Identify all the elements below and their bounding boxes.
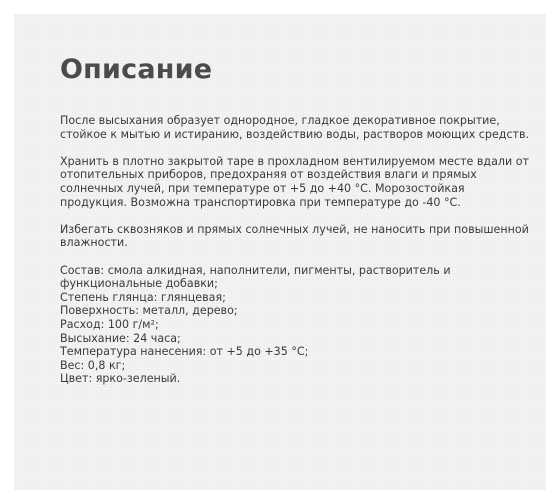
description-panel: [14, 14, 546, 490]
paragraph-application-conditions: Избегать сквозняков и прямых солнечных лучей, не наносить при повышенной влажности.: [60, 222, 529, 250]
section-title: Описание: [60, 54, 213, 85]
paragraph-storage: Хранить в плотно закрытой таре в прохладном вентилируемом месте вдали от отопительных приборов, предохраняя от воздействия влаги и прямых солнечных лучей, при температуре от +5 до +40 °C. Морозостойкая продукция. Возможна транспортировка при температуре до -40 °C.: [60, 154, 529, 209]
spec-composition: Состав: смола алкидная, наполнители, пигменты, растворитель и функциональные добавки;: [60, 263, 451, 291]
specs-list: [60, 264, 530, 386]
description-body: [60, 114, 530, 386]
spec-application-temperature: Температура нанесения: от +5 до +35 °C;: [60, 345, 309, 359]
spec-drying: Высыхание: 24 часа;: [60, 331, 181, 345]
spec-color: Цвет: ярко-зеленый.: [60, 372, 181, 386]
spec-weight: Вес: 0,8 кг;: [60, 358, 126, 372]
spec-consumption: Расход: 100 г/м²;: [60, 317, 159, 331]
spec-gloss: Степень глянца: глянцевая;: [60, 290, 226, 304]
spec-surface: Поверхность: металл, дерево;: [60, 304, 238, 318]
paragraph-coating: После высыхания образует однородное, гладкое декоративное покрытие, стойкое к мытью и истиранию, воздействию воды, растворов моющих средств.: [60, 114, 530, 141]
